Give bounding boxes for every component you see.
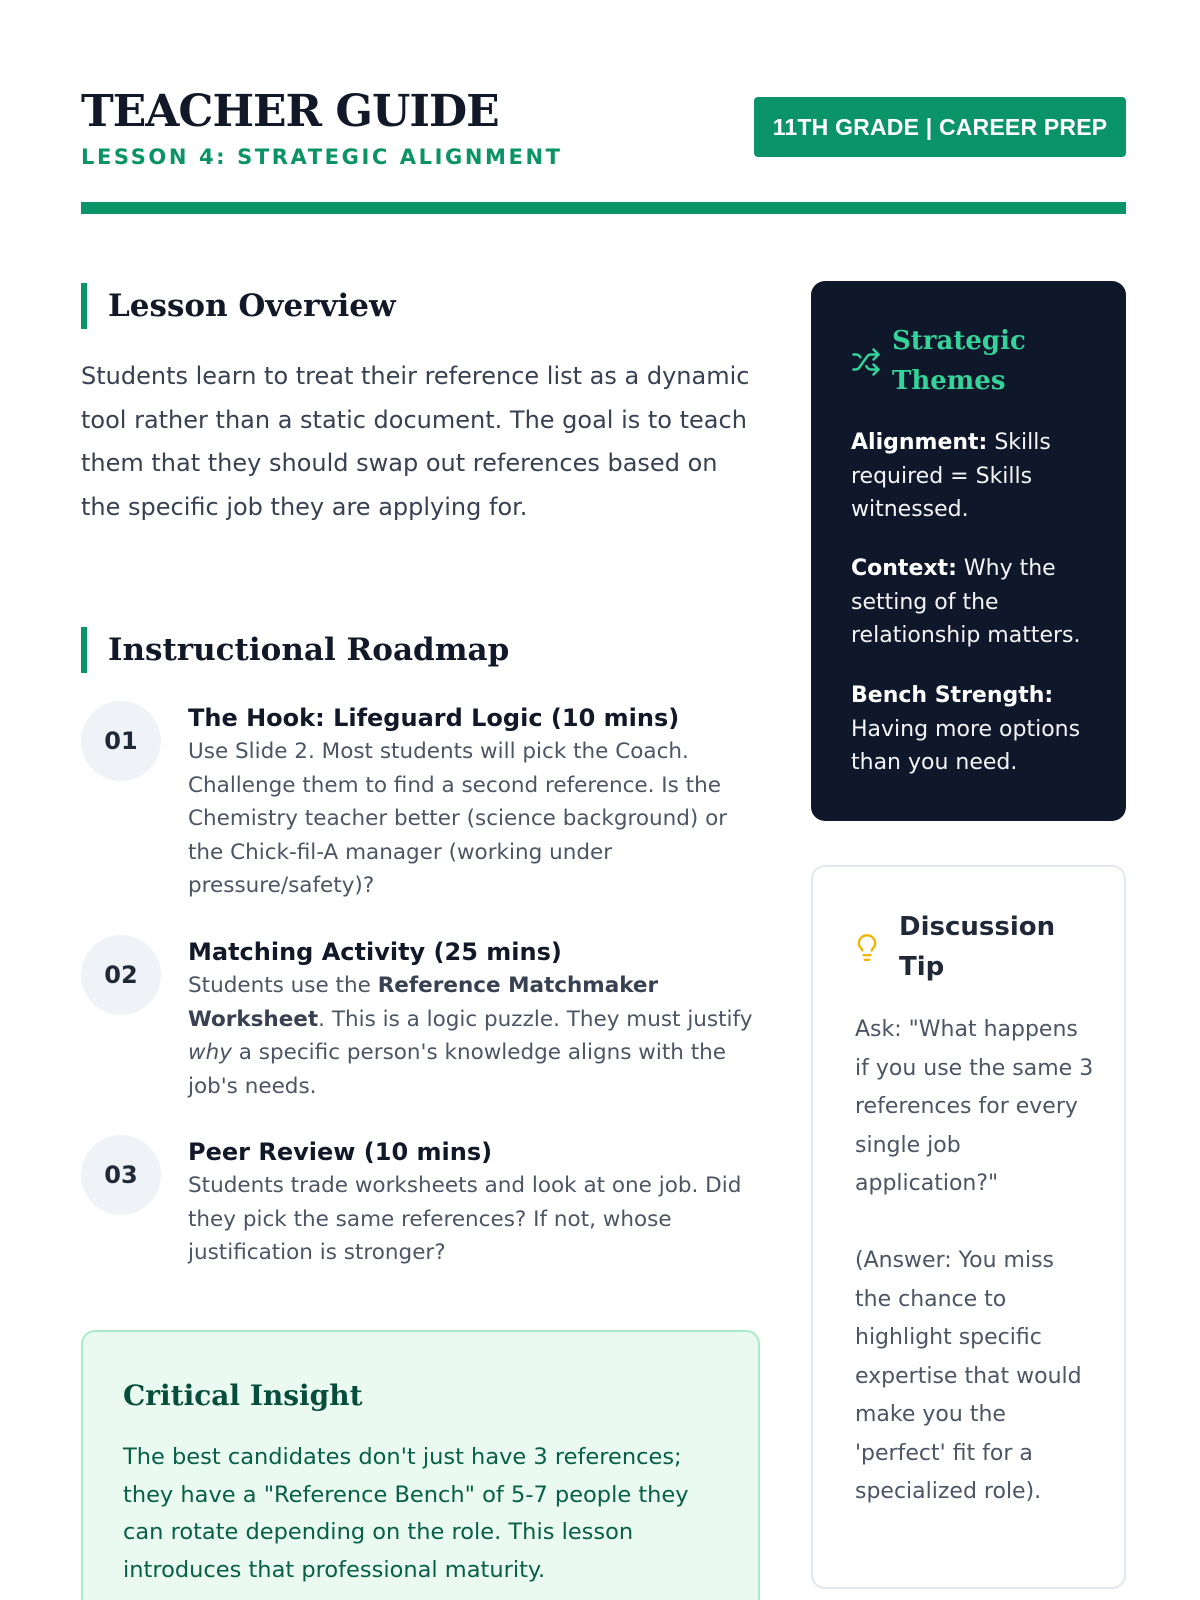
themes-title: Strategic Themes (892, 326, 1026, 396)
step-description (188, 969, 763, 1103)
page-header (81, 78, 1126, 216)
insight-title: Critical Insight (123, 1379, 363, 1412)
theme-item (851, 679, 1091, 780)
theme-text: Skills required = Skills witnessed. (851, 430, 1051, 522)
strategic-themes-card (811, 281, 1126, 821)
page-title: TEACHER GUIDE (81, 86, 499, 137)
header-divider (81, 202, 1126, 214)
tip-answer: (Answer: You miss the chance to highlight specific expertise that would make you the 'perfect' fit for a specialized role). (855, 1248, 1082, 1504)
teacher-guide-page (81, 0, 1126, 1600)
step-title: Peer Review (10 mins) (188, 1138, 493, 1166)
overview-heading: Lesson Overview (81, 283, 396, 329)
lightbulb-icon (853, 929, 881, 965)
theme-term: Alignment: (851, 430, 988, 455)
discussion-tip-card (811, 865, 1126, 1589)
step-number-badge: 03 (81, 1135, 161, 1215)
emphasis-text: why (188, 1040, 232, 1065)
theme-term: Context: (851, 556, 957, 581)
step-number-badge: 02 (81, 935, 161, 1015)
step-number-badge: 01 (81, 701, 161, 781)
theme-item (851, 552, 1091, 653)
step-description-text: . This is a logic puzzle. They must justify (318, 1006, 753, 1032)
step-description: Use Slide 2. Most students will pick the Coach. Challenge them to find a second reference. Is the Chemistry teacher better (science background) or the Chick-fil-A manager (working under pressure/safety)? (188, 739, 728, 898)
shuffle-icon (851, 347, 881, 377)
grade-badge: 11TH GRADE | CAREER PREP (754, 97, 1126, 157)
theme-item (851, 426, 1091, 527)
worksheet-name: Reference Matchmaker Worksheet (188, 973, 659, 1032)
step-content (188, 701, 763, 903)
step-content (188, 935, 763, 1103)
theme-text: Having more options than you need. (851, 716, 1081, 775)
step-description-text: a specific person's knowledge aligns with the job's needs. (188, 1040, 727, 1099)
step-title: The Hook: Lifeguard Logic (10 mins) (188, 704, 680, 732)
step-content (188, 1135, 763, 1270)
tip-text (855, 1011, 1095, 1512)
overview-text: Students learn to treat their reference list as a dynamic tool rather than a static document. The goal is to teach them that they should swap out references based on the specific job they are applying for. (81, 362, 750, 521)
theme-term: Bench Strength: (851, 683, 1054, 708)
tip-title: Discussion Tip (899, 912, 1056, 982)
step-title: Matching Activity (25 mins) (188, 938, 562, 966)
themes-header (851, 321, 1101, 405)
lesson-subtitle: LESSON 4: STRATEGIC ALIGNMENT (81, 145, 563, 169)
step-description: Students trade worksheets and look at one job. Did they pick the same references? If not, whose justification is stronger? (188, 1173, 742, 1265)
critical-insight-box (81, 1330, 760, 1600)
step-description-text: Students use the (188, 973, 378, 998)
roadmap-heading: Instructional Roadmap (81, 627, 509, 673)
insight-text: The best candidates don't just have 3 references; they have a "Reference Bench" of 5-7 people they can rotate depending on the role. This lesson introduces that professional maturity. (123, 1444, 689, 1583)
theme-text: Why the setting of the relationship matters. (851, 556, 1081, 648)
tip-question: Ask: "What happens if you use the same 3 references for every single job application?" (855, 1017, 1094, 1196)
